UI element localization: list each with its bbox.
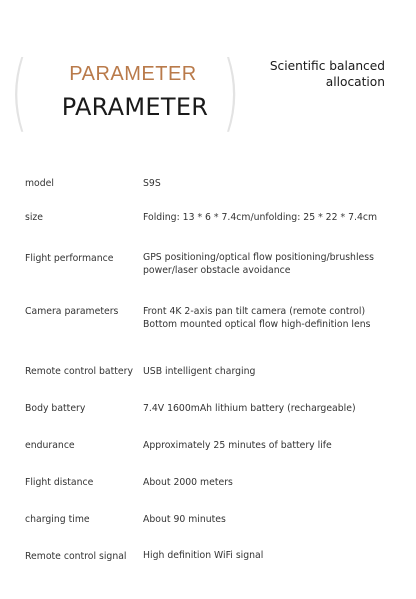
spec-label: Remote control battery <box>25 366 133 377</box>
left-parenthesis-decoration: ( <box>10 43 29 141</box>
spec-value <box>143 550 411 563</box>
spec-value <box>143 212 411 225</box>
spec-value-line: S9S <box>143 178 161 189</box>
spec-value-line: Folding: 13 * 6 * 7.4cm/unfolding: 25 * 22 * 7.4cm <box>143 212 378 223</box>
spec-value-line: Bottom mounted optical flow high-definition lens <box>143 318 371 330</box>
spec-value <box>143 178 411 191</box>
spec-value <box>143 514 411 527</box>
spec-value <box>143 252 411 277</box>
spec-label: model <box>25 178 54 189</box>
spec-label: Camera parameters <box>25 306 119 317</box>
spec-value-line: power/laser obstacle avoidance <box>143 264 291 276</box>
spec-value <box>143 403 411 416</box>
spec-value-line: Front 4K 2-axis pan tilt camera (remote control) <box>143 306 366 317</box>
spec-value-line: Approximately 25 minutes of battery life <box>143 440 332 451</box>
spec-value <box>143 477 411 490</box>
spec-value-line: High definition WiFi signal <box>143 550 264 561</box>
subtitle-line-2: allocation <box>325 75 385 89</box>
section-subtitle <box>225 58 385 90</box>
section-title: PARAMETER <box>61 93 209 121</box>
spec-label: size <box>25 212 44 223</box>
spec-label: endurance <box>25 440 75 451</box>
spec-label: Flight distance <box>25 477 94 488</box>
spec-value-line: GPS positioning/optical flow positioning/brushless <box>143 252 374 263</box>
subtitle-line-1: Scientific balanced <box>269 59 385 73</box>
spec-value <box>143 306 411 331</box>
spec-label: Body battery <box>25 403 86 414</box>
spec-value-line: USB intelligent charging <box>143 366 256 377</box>
spec-label: Remote control signal <box>25 551 127 562</box>
right-parenthesis-decoration: ) <box>222 43 241 141</box>
spec-value <box>143 440 411 453</box>
section-title-accent: PARAMETER <box>69 63 197 85</box>
spec-value-line: About 90 minutes <box>143 514 226 525</box>
spec-value <box>143 366 411 379</box>
parameter-header <box>0 0 416 150</box>
spec-value-line: About 2000 meters <box>143 477 233 488</box>
spec-label: charging time <box>25 514 90 525</box>
spec-label: Flight performance <box>25 253 114 264</box>
spec-value-line: 7.4V 1600mAh lithium battery (rechargeable) <box>143 403 356 414</box>
